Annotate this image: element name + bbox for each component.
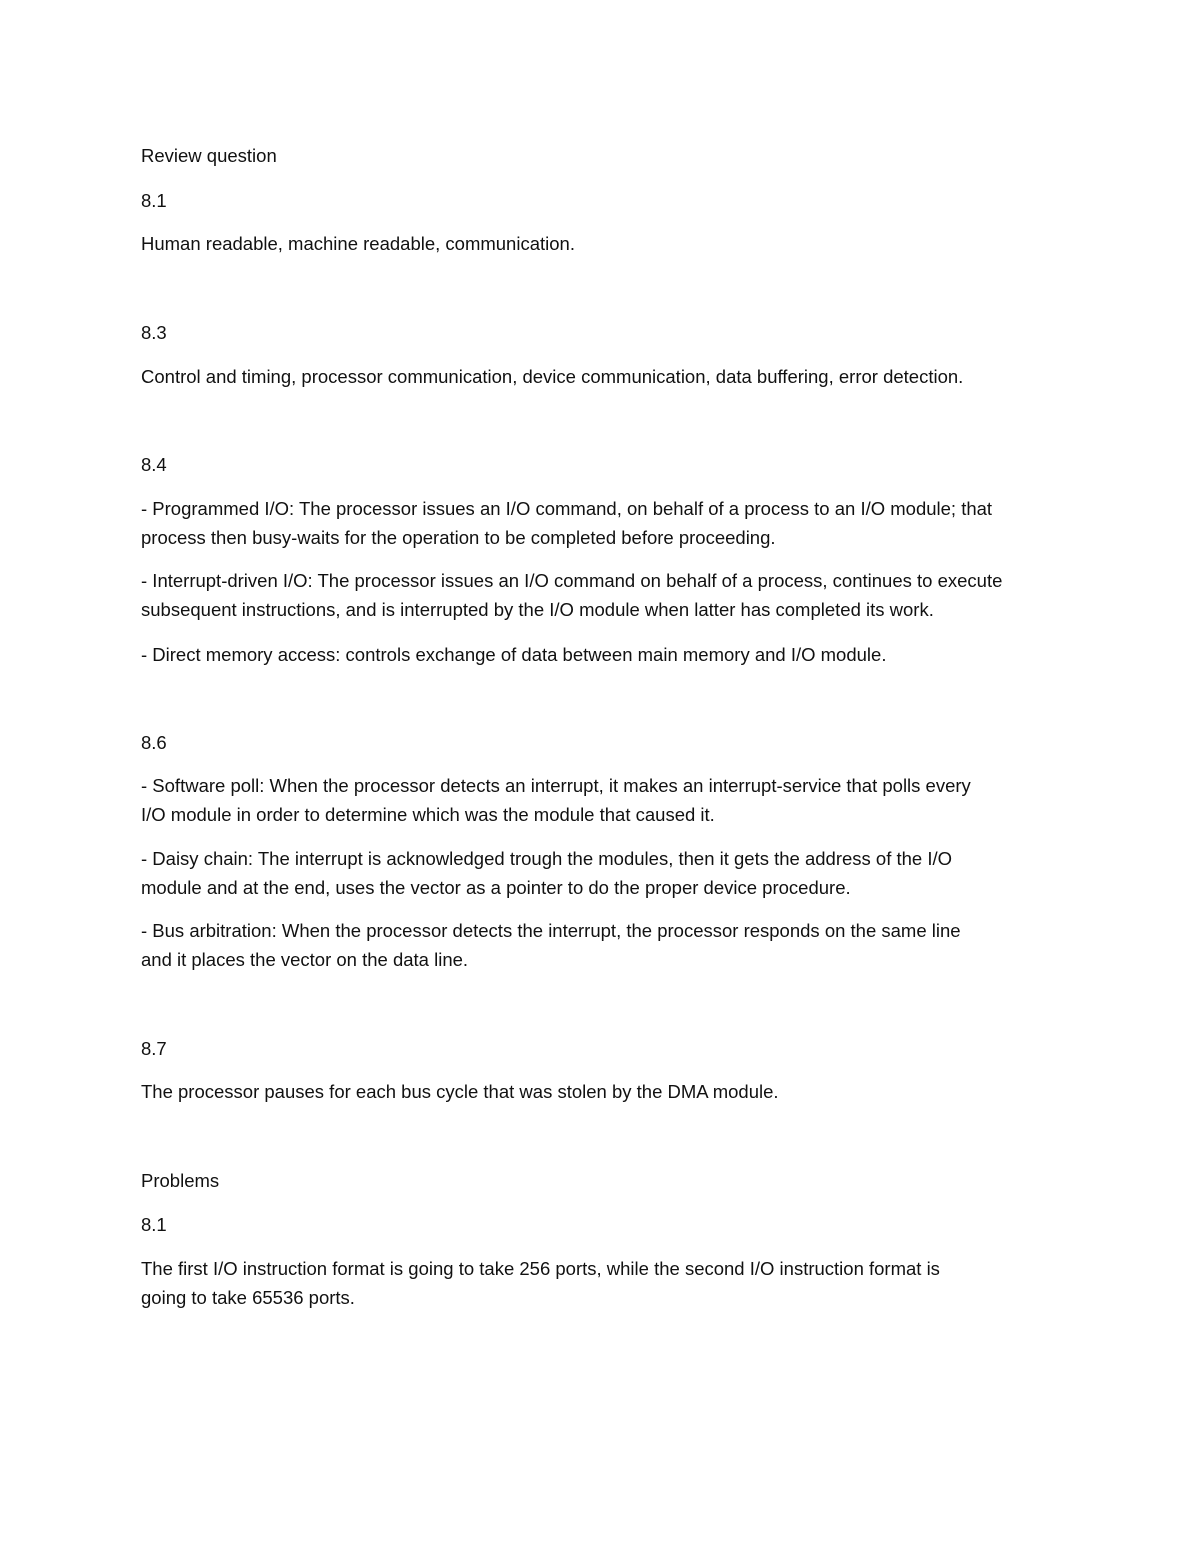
problem-8-1-number: 8.1	[141, 1214, 167, 1235]
software-poll-line-1: - Software poll: When the processor detects an interrupt, it makes an interrupt-service that polls every	[141, 775, 971, 796]
question-8-3-answer: Control and timing, processor communication, device communication, data buffering, error detection.	[141, 366, 964, 387]
bus-arbitration-line-1: - Bus arbitration: When the processor detects the interrupt, the processor responds on the same line	[141, 920, 961, 941]
programmed-io-line-2: process then busy-waits for the operation to be completed before proceeding.	[141, 527, 776, 548]
review-question-heading: Review question	[141, 145, 277, 166]
interrupt-driven-io-line-2: subsequent instructions, and is interrupted by the I/O module when latter has completed its work.	[141, 599, 934, 620]
problem-8-1-line-2: going to take 65536 ports.	[141, 1287, 355, 1308]
problem-8-1-line-1: The first I/O instruction format is going to take 256 ports, while the second I/O instruction format is	[141, 1258, 940, 1279]
question-8-1-answer: Human readable, machine readable, communication.	[141, 233, 575, 254]
daisy-chain-line-1: - Daisy chain: The interrupt is acknowledged trough the modules, then it gets the address of the I/O	[141, 848, 953, 869]
question-8-7-answer: The processor pauses for each bus cycle that was stolen by the DMA module.	[141, 1081, 779, 1102]
software-poll-line-2: I/O module in order to determine which was the module that caused it.	[141, 804, 715, 825]
programmed-io-line-1: - Programmed I/O: The processor issues an I/O command, on behalf of a process to an I/O module; that	[141, 498, 993, 519]
direct-memory-access-line: - Direct memory access: controls exchange of data between main memory and I/O module.	[141, 644, 887, 665]
question-8-6-number: 8.6	[141, 732, 167, 753]
daisy-chain-line-2: module and at the end, uses the vector as a pointer to do the proper device procedure.	[141, 877, 851, 898]
bus-arbitration-line-2: and it places the vector on the data line.	[141, 949, 469, 970]
question-8-3-number: 8.3	[141, 322, 167, 343]
question-8-1-number: 8.1	[141, 190, 167, 211]
question-8-7-number: 8.7	[141, 1038, 167, 1059]
problems-heading: Problems	[141, 1170, 220, 1191]
question-8-4-number: 8.4	[141, 454, 167, 475]
interrupt-driven-io-line-1: - Interrupt-driven I/O: The processor issues an I/O command on behalf of a process, continues to execute	[141, 570, 1003, 591]
